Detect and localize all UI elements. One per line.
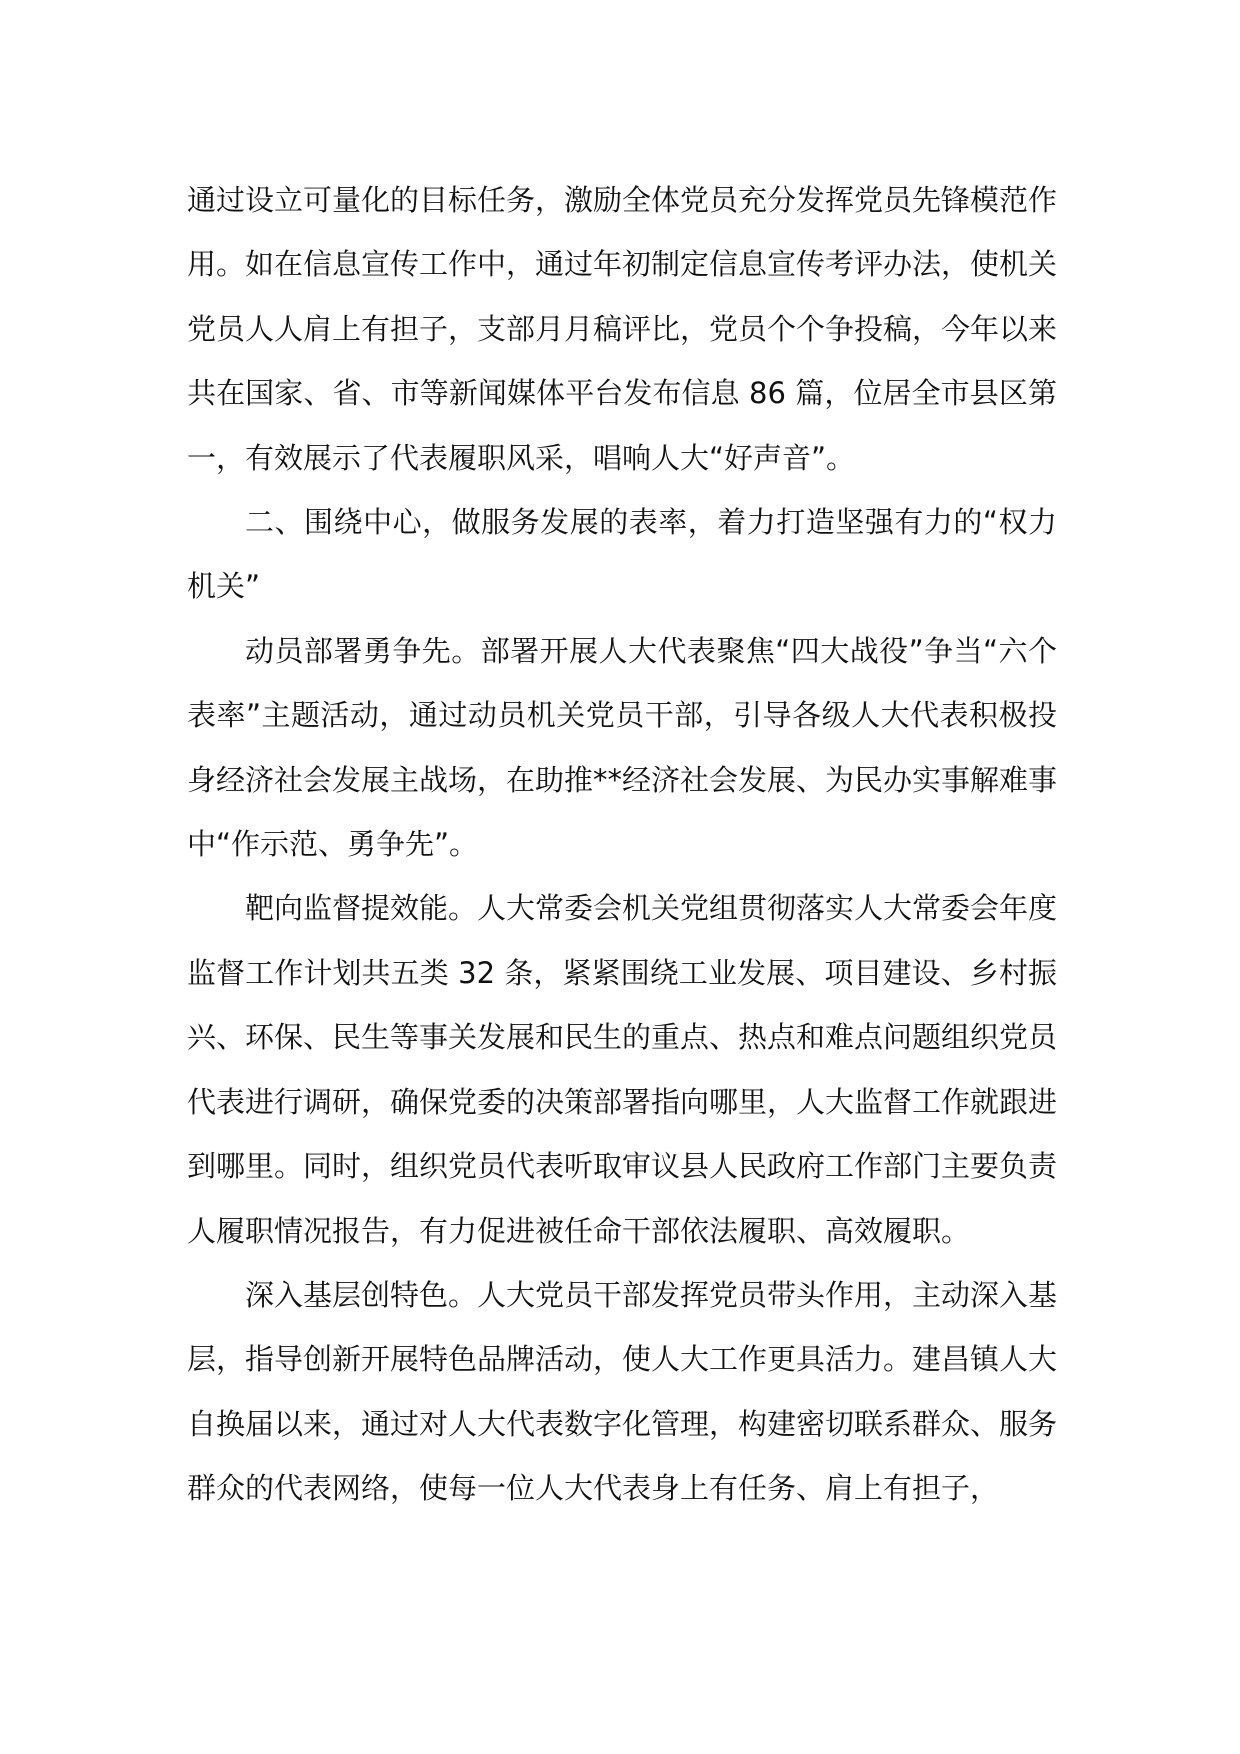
paragraph-supervision: 靶向监督提效能。人大常委会机关党组贯彻落实人大常委会年度监督工作计划共五类 32 条，紧紧围绕工业发展、项目建设、乡村振兴、环保、民生等事关发展和民生的重点、热点和难点问题组织党员代表进行调研，确保党委的决策部署指向哪里，人大监督工作就跟进到哪里。同时，组织党员代表听取审议县人民政府工作部门主要负责人履职情况报告，有力促进被任命干部依法履职、高效履职。 xyxy=(187,891,1058,1248)
paragraph-continuation: 通过设立可量化的目标任务，激励全体党员充分发挥党员先锋模范作用。如在信息宣传工作中，通过年初制定信息宣传考评办法，使机关党员人人肩上有担子，支部月月稿评比，党员个个争投稿，今年以来共在国家、省、市等新闻媒体平台发布信息 86 篇，位居全市县区第一，有效展示了代表履职风采，唱响人大“好声音”。 xyxy=(187,183,1058,475)
section-heading: 二、围绕中心，做服务发展的表率，着力打造坚强有力的“权力机关” xyxy=(187,505,1057,604)
paragraph-grassroots: 深入基层创特色。人大党员干部发挥党员带头作用，主动深入基层，指导创新开展特色品牌活动，使人大工作更具活力。建昌镇人大自换届以来，通过对人大代表数字化管理，构建密切联系群众、服务群众的代表网络，使每一位人大代表身上有任务、肩上有担子， xyxy=(187,1277,1058,1506)
document-body xyxy=(187,168,1057,1521)
paragraph-mobilization: 动员部署勇争先。部署开展人大代表聚焦“四大战役”争当“六个表率”主题活动，通过动员机关党员干部，引导各级人大代表积极投身经济社会发展主战场，在助推**经济社会发展、为民办实事解难事中“作示范、勇争先”。 xyxy=(187,633,1058,862)
